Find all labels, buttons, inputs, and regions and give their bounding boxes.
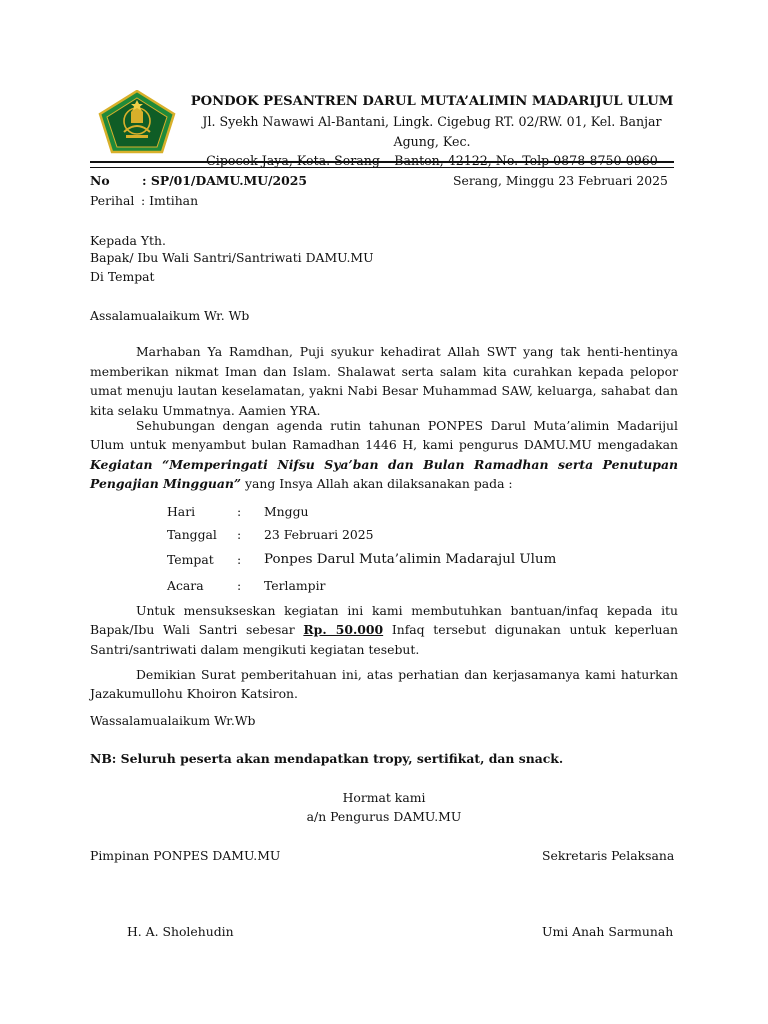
place-and-date: Serang, Minggu 23 Februari 2025: [453, 173, 668, 188]
paragraph-event-intro: Sehubungan dengan agenda rutin tahunan PONPES Darul Muta’alimin Madarijul Ulum untuk menyambut bulan Ramadhan 1446 H, kami pengurus DAMU.MU mengadakan: [90, 418, 678, 453]
signoff-line-1: Hormat kami: [342, 790, 426, 805]
detail-label: Tanggal: [167, 527, 217, 542]
paragraph-event-outro: yang Insya Allah akan dilaksanakan pada :: [241, 475, 513, 491]
detail-value: Terlampir: [264, 578, 326, 593]
letter-number-label: No: [90, 173, 110, 188]
detail-label: Hari: [167, 504, 196, 519]
note: NB: Seluruh peserta akan mendapatkan tropy, sertifikat, dan snack.: [90, 751, 564, 766]
detail-value: Mnggu: [264, 504, 309, 519]
paragraph-donation: [90, 601, 678, 659]
letterhead: [182, 92, 682, 171]
recipient-line-1: Kepada Yth.: [90, 233, 166, 248]
closing-greeting: Wassalamualaikum Wr.Wb: [90, 713, 256, 728]
paragraph-donation-b: Infaq tersebut digunakan untuk keperluan Santri/santriwati dalam mengikuti kegiatan tesebut.: [90, 622, 678, 657]
event-title: Kegiatan “Memperingati Nifsu Sya’ban dan Bulan Ramadhan serta Penutupan Pengajian Mingguan”: [90, 456, 678, 491]
detail-value: Ponpes Darul Muta’alimin Madarajul Ulum: [264, 552, 557, 567]
right-signatory-name: Umi Anah Sarmunah: [542, 924, 674, 939]
detail-value: 23 Februari 2025: [264, 527, 374, 542]
paragraph-donation-a: Untuk mensukseskan kegiatan ini kami membutuhkan bantuan/infaq kepada itu Bapak/Ibu Wali Santri sebesar: [90, 603, 678, 638]
recipient-line-3: Di Tempat: [90, 269, 155, 284]
institution-name: PONDOK PESANTREN DARUL MUTA’ALIMIN MADARIJUL ULUM: [190, 94, 674, 109]
paragraph-event: [90, 416, 678, 493]
left-signatory-name: H. A. Sholehudin: [127, 924, 234, 939]
paragraph-opening: Marhaban Ya Ramdhan, Puji syukur kehadirat Allah SWT yang tak henti-hentinya memberikan nikmat Iman dan Islam. Shalawat serta salam kita curahkan kepada pelopor umat menuju lautan keselamatan, yakni Nabi Besar Muhammad SAW, keluarga, sahabat dan kita selaku Ummatnya. Aamien YRA.: [90, 344, 678, 418]
right-signatory-title: Sekretaris Pelaksana: [542, 848, 675, 863]
detail-colon: :: [237, 504, 242, 519]
left-signatory-title: Pimpinan PONPES DAMU.MU: [90, 848, 281, 863]
signoff-line-2: a/n Pengurus DAMU.MU: [306, 809, 462, 824]
address-line-2: Cipocok Jaya, Kota. Serang – Banten, 42122, No. Telp 0878-8750-0960: [206, 153, 658, 169]
letterhead-thin-rule: [90, 167, 674, 168]
paragraph-closing: Demikian Surat pemberitahuan ini, atas perhatian dan kerjasamanya kami haturkan Jazakumullohu Khoiron Katsiron.: [90, 667, 678, 702]
letter-number-value: : SP/01/DAMU.MU/2025: [142, 173, 308, 188]
pesantren-logo: [98, 90, 176, 154]
detail-label: Acara: [167, 578, 204, 593]
recipient-line-2: Bapak/ Ibu Wali Santri/Santriwati DAMU.MU: [90, 250, 374, 265]
detail-colon: :: [237, 527, 242, 542]
detail-label: Tempat: [167, 552, 214, 567]
pentagon-emblem-icon: [98, 90, 176, 154]
subject-value: : Imtihan: [141, 193, 199, 208]
opening-greeting: Assalamualaikum Wr. Wb: [90, 308, 250, 323]
donation-amount: Rp. 50.000: [303, 622, 384, 638]
subject-label: Perihal: [90, 193, 135, 208]
address-line-1: Jl. Syekh Nawawi Al-Bantani, Lingk. Cigebug RT. 02/RW. 01, Kel. Banjar Agung, Kec.: [202, 114, 662, 149]
detail-colon: :: [237, 552, 242, 567]
detail-colon: :: [237, 578, 242, 593]
letterhead-thick-rule: [90, 161, 674, 163]
